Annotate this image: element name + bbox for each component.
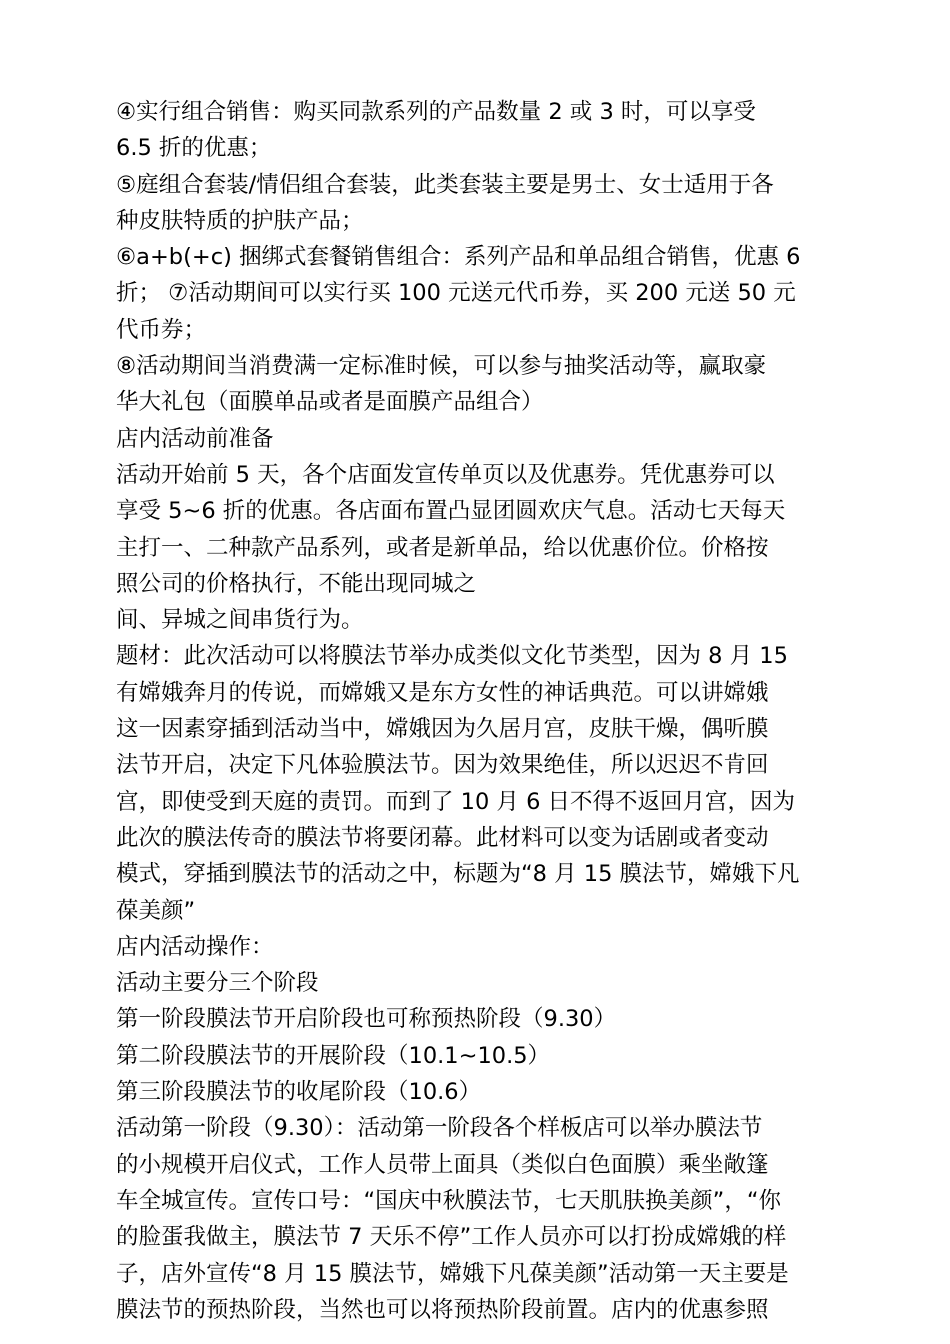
text-line: 照公司的价格执行，不能出现同城之 [116,570,477,597]
text-line: 膜法节的预热阶段，当然也可以将预热阶段前置。店内的优惠参照 [116,1296,769,1323]
text-line: 折； ⑦活动期间可以实行买 100 元送元代币券，买 200 元送 50 元 [116,280,796,307]
text-line: 的脸蛋我做主，膜法节 7 天乐不停”工作人员亦可以打扮成嫦娥的样 [116,1224,787,1251]
text-line: ⑤庭组合套装/情侣组合套装，此类套装主要是男士、女士适用于各 [116,171,774,198]
text-line: 享受 5~6 折的优惠。各店面布置凸显团圆欢庆气息。活动七天每天 [116,498,786,525]
text-line: 题材：此次活动可以将膜法节举办成类似文化节类型，因为 8 月 15 [116,643,788,670]
text-line: 葆美颜” [116,897,196,924]
text-line: 的小规模开启仪式，工作人员带上面具（类似白色面膜）乘坐敞篷 [116,1151,769,1178]
text-line: 这一因素穿插到活动当中，嫦娥因为久居月宫，皮肤干燥，偶听膜 [116,716,769,743]
text-line: 活动开始前 5 天，各个店面发宣传单页以及优惠券。凭优惠券可以 [116,461,775,488]
text-line: 车全城宣传。宣传口号：“国庆中秋膜法节，七天肌肤换美颜”，“你 [116,1187,781,1214]
text-line: 法节开启，决定下凡体验膜法节。因为效果绝佳，所以迟迟不肯回 [116,752,769,779]
stage-item: 第二阶段膜法节的开展阶段（10.1~10.5） [116,1042,551,1069]
text-line: 活动主要分三个阶段 [116,970,319,997]
stage-item: 第一阶段膜法节开启阶段也可称预热阶段（9.30） [116,1006,617,1033]
text-line: 此次的膜法传奇的膜法节将要闭幕。此材料可以变为话剧或者变动 [116,824,769,851]
stage-item: 第三阶段膜法节的收尾阶段（10.6） [116,1079,482,1106]
text-line: 模式，穿插到膜法节的活动之中，标题为“8 月 15 膜法节，嫦娥下凡 [116,861,800,888]
text-line: 宫，即使受到天庭的责罚。而到了 10 月 6 日不得不返回月宫，因为 [116,788,796,815]
text-line: 代币券； [116,316,207,343]
text-line: 华大礼包（面膜单品或者是面膜产品组合） [116,389,544,416]
text-line: 主打一、二种款产品系列，或者是新单品，给以优惠价位。价格按 [116,534,769,561]
section-heading: 店内活动操作： [116,933,274,960]
text-line: 间、异城之间串货行为。 [116,607,364,634]
text-line: 6.5 折的优惠； [116,135,272,162]
text-line: ④实行组合销售：购买同款系列的产品数量 2 或 3 时，可以享受 [116,99,756,125]
document-body [116,94,840,1328]
text-line: 种皮肤特质的护肤产品； [116,207,364,234]
text-line: ⑧活动期间当消费满一定标准时候，可以参与抽奖活动等，赢取豪 [116,353,767,380]
section-heading: 店内活动前准备 [116,425,274,452]
text-line: ⑥a+b(+c) 捆绑式套餐销售组合：系列产品和单品组合销售，优惠 6 [116,244,801,271]
text-line: 活动第一阶段（9.30）：活动第一阶段各个样板店可以举办膜法节 [116,1115,763,1142]
text-line: 子，店外宣传“8 月 15 膜法节，嫦娥下凡葆美颜”活动第一天主要是 [116,1260,789,1287]
text-line: 有嫦娥奔月的传说，而嫦娥又是东方女性的神话典范。可以讲嫦娥 [116,679,769,706]
